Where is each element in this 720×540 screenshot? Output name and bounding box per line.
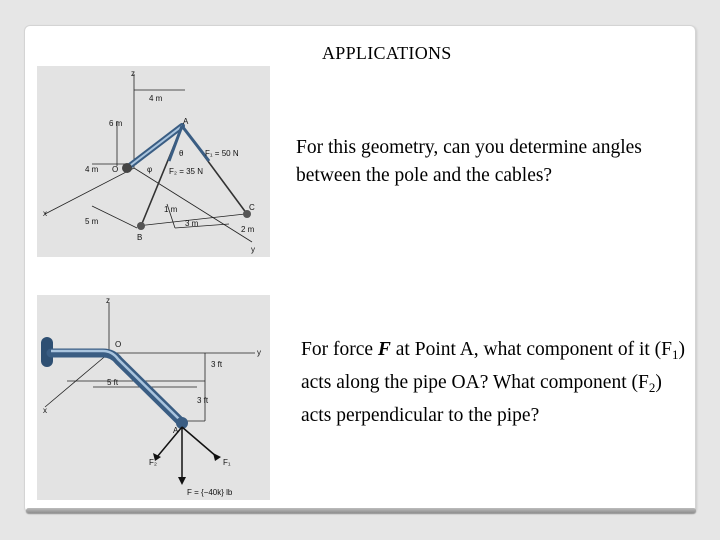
fig1-label-x: x xyxy=(43,209,47,218)
question-1-text: For this geometry, can you determine angles between the pole and the cables? xyxy=(296,137,642,186)
fig2-label-F-eq: F = {−40k} lb xyxy=(187,488,233,497)
fig2-label-x: x xyxy=(43,406,47,415)
fig2-label-F1: F₁ xyxy=(223,458,231,467)
fig1-label-5m: 5 m xyxy=(85,217,99,226)
fig2-label-5ft: 5 ft xyxy=(107,378,119,387)
force-symbol: F xyxy=(377,339,391,360)
fig1-label-3m: 3 m xyxy=(185,219,199,228)
fig2-label-z: z xyxy=(106,296,110,305)
fig1-label-phi: φ xyxy=(147,165,153,174)
fig1-label-6m: 6 m xyxy=(109,119,123,128)
fig1-label-z: z xyxy=(131,69,135,78)
fig1-label-2m: 2 m xyxy=(241,225,255,234)
fig1-label-y: y xyxy=(251,245,255,254)
fig2-label-O: O xyxy=(115,340,122,349)
fig2-label-A: A xyxy=(173,426,179,435)
fig1-label-theta: θ xyxy=(179,149,184,158)
fig2-label-y: y xyxy=(257,348,261,357)
fig1-label-4m-top: 4 m xyxy=(149,94,163,103)
fig1-label-4m-left: 4 m xyxy=(85,165,99,174)
slide-title: APPLICATIONS xyxy=(322,43,452,63)
fig1-label-F2: F₂ = 35 N xyxy=(169,167,204,176)
pole-cables-diagram xyxy=(37,66,270,257)
slide-bottom-rule xyxy=(26,508,696,513)
fig1-label-O: O xyxy=(112,165,119,174)
question-2-text: For force F at Point A, what component of it $(F_1)$ acts along the pipe OA? What component $(F_2)$ acts perpendicular to the pipe? xyxy=(301,339,686,426)
fig1-label-1m: 1 m xyxy=(164,205,178,214)
fig1-label-B: B xyxy=(137,233,143,242)
fig2-label-3ft-a: 3 ft xyxy=(211,360,223,369)
fig1-label-F1: F₁ = 50 N xyxy=(205,149,239,158)
pipe-force-diagram xyxy=(37,295,270,500)
fig2-label-F2: F₂ xyxy=(149,458,157,467)
fig2-label-3ft-b: 3 ft xyxy=(197,396,209,405)
fig1-label-A: A xyxy=(183,117,189,126)
fig1-label-C: C xyxy=(249,203,255,212)
